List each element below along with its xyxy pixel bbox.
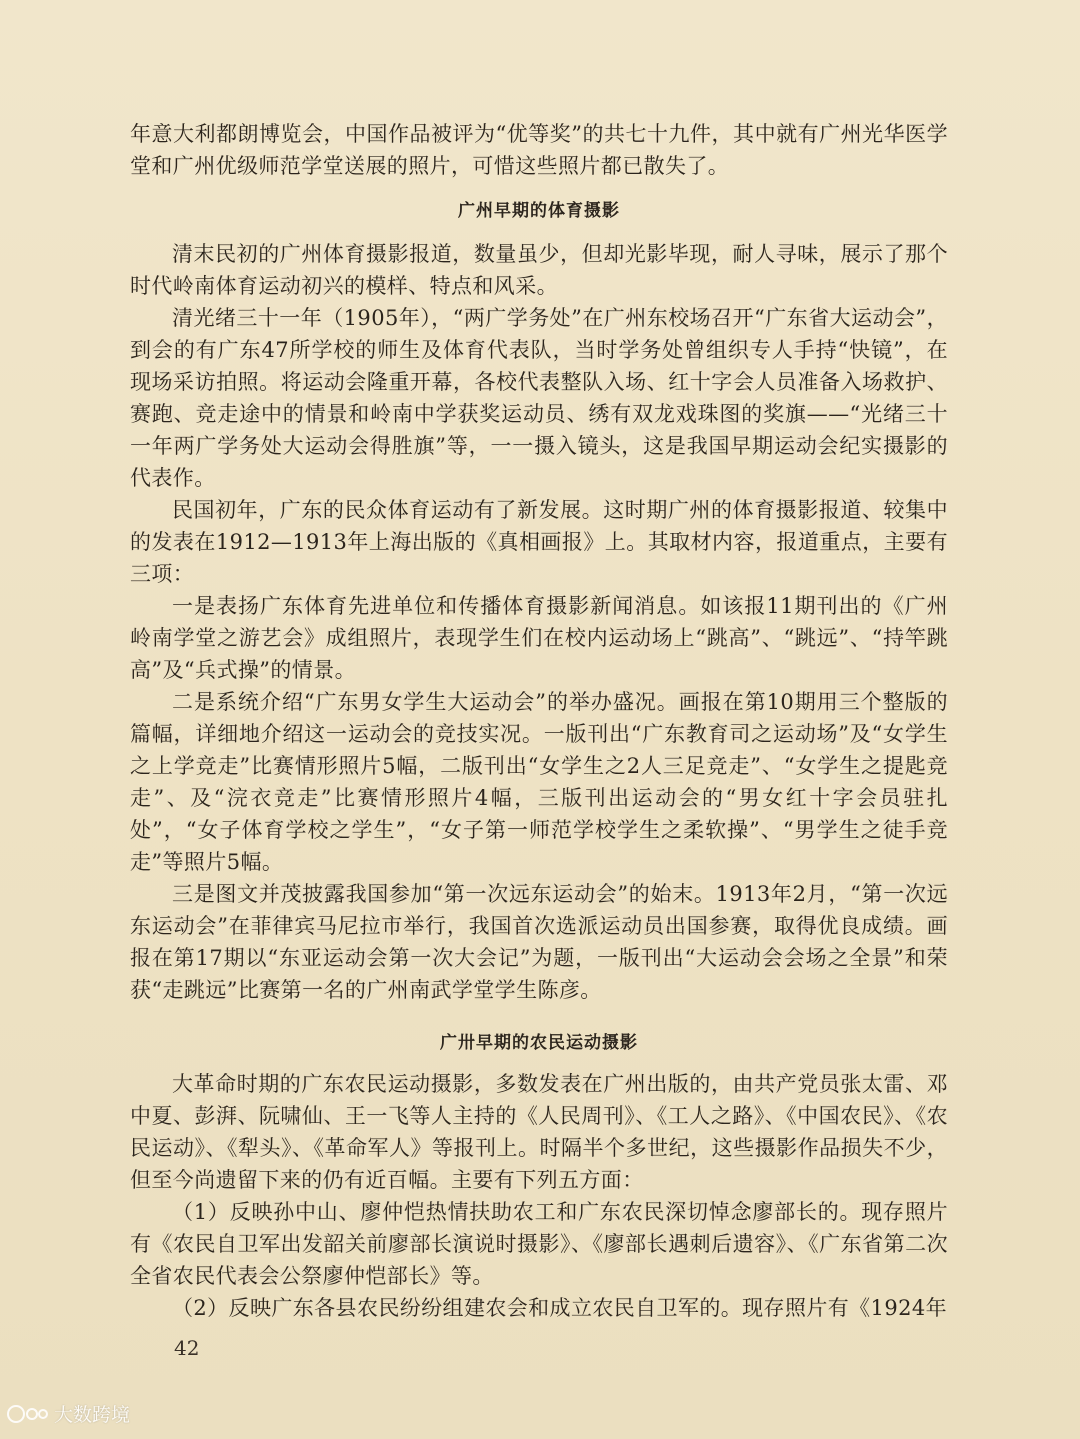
page-content <box>130 118 948 1324</box>
paragraph: 大革命时期的广东农民运动摄影，多数发表在广州出版的，由共产党员张太雷、邓中夏、彭湃、阮啸仙、王一飞等人主持的《人民周刊》、《工人之路》、《中国农民》、《农民运动》、《犁头》、《革命军人》等报刊上。时隔半个多世纪，这些摄影作品损失不少，但至今尚遗留下来的仍有近百幅。主要有下列五方面： <box>130 1072 948 1192</box>
paragraph: 二是系统介绍“广东男女学生大运动会”的举办盛况。画报在第10期用三个整版的篇幅，详细地介绍这一运动会的竞技实况。一版刊出“广东教育司之运动场”及“女学生之上学竞走”比赛情形照片5幅，二版刊出“女学生之2人三足竞走”、“女学生之提匙竞走”、及“浣衣竞走”比赛情形照片4幅，三版刊出运动会的“男女红十字会员驻扎处”，“女子体育学校之学生”，“女子第一师范学校学生之柔软操”、“男学生之徒手竞走”等照片5幅。 <box>130 690 948 874</box>
watermark <box>6 1400 130 1427</box>
paragraph: 清末民初的广州体育摄影报道，数量虽少，但却光影毕现，耐人寻味，展示了那个时代岭南体育运动初兴的模样、特点和风采。 <box>130 242 948 298</box>
paragraph: （2）反映广东各县农民纷纷组建农会和成立农民自卫军的。现存照片有《1924年 <box>172 1296 948 1320</box>
section-heading-sports-photography: 广州早期的体育摄影 <box>458 201 620 221</box>
paragraph: 一是表扬广东体育先进单位和传播体育摄影新闻消息。如该报11期刊出的《广州岭南学堂之游艺会》成组照片，表现学生们在校内运动场上“跳高”、“跳远”、“持竿跳高”及“兵式操”的情景。 <box>130 594 948 682</box>
page-number: 42 <box>174 1336 200 1360</box>
paragraph: （1）反映孙中山、廖仲恺热情扶助农工和广东农民深切悼念廖部长的。现存照片有《农民自卫军出发韶关前廖部长演说时摄影》、《廖部长遇刺后遗容》、《广东省第二次全省农民代表会公祭廖仲恺部长》等。 <box>130 1200 948 1288</box>
paragraph: 三是图文并茂披露我国参加“第一次远东运动会”的始末。1913年2月，“第一次远东运动会”在菲律宾马尼拉市举行，我国首次选派运动员出国参赛，取得优良成绩。画报在第17期以“东亚运动会第一次大会记”为题，一版刊出“大运动会会场之全景”和荣获“走跳远”比赛第一名的广州南武学堂学生陈彦。 <box>130 882 948 1002</box>
paragraph: 民国初年，广东的民众体育运动有了新发展。这时期广州的体育摄影报道、较集中的发表在1912—1913年上海出版的《真相画报》上。其取材内容，报道重点，主要有三项： <box>130 498 948 586</box>
paragraph-continued: 年意大利都朗博览会，中国作品被评为“优等奖”的共七十九件，其中就有广州光华医学堂和广州优级师范学堂送展的照片，可惜这些照片都已散失了。 <box>130 122 948 178</box>
watermark-logo-icon <box>6 1403 50 1425</box>
section-heading-peasant-movement-photography: 广卅早期的农民运动摄影 <box>440 1033 638 1053</box>
watermark-text: 大数跨境 <box>54 1404 131 1426</box>
paragraph: 清光绪三十一年（1905年），“两广学务处”在广州东校场召开“广东省大运动会”，到会的有广东47所学校的师生及体育代表队，当时学务处曾组织专人手持“快镜”，在现场采访拍照。将运动会隆重开幕，各校代表整队入场、红十字会人员准备入场救护、赛跑、竞走途中的情景和岭南中学获奖运动员、绣有双龙戏珠图的奖旗——“光绪三十一年两广学务处大运动会得胜旗”等，一一摄入镜头，这是我国早期运动会纪实摄影的代表作。 <box>130 306 948 490</box>
